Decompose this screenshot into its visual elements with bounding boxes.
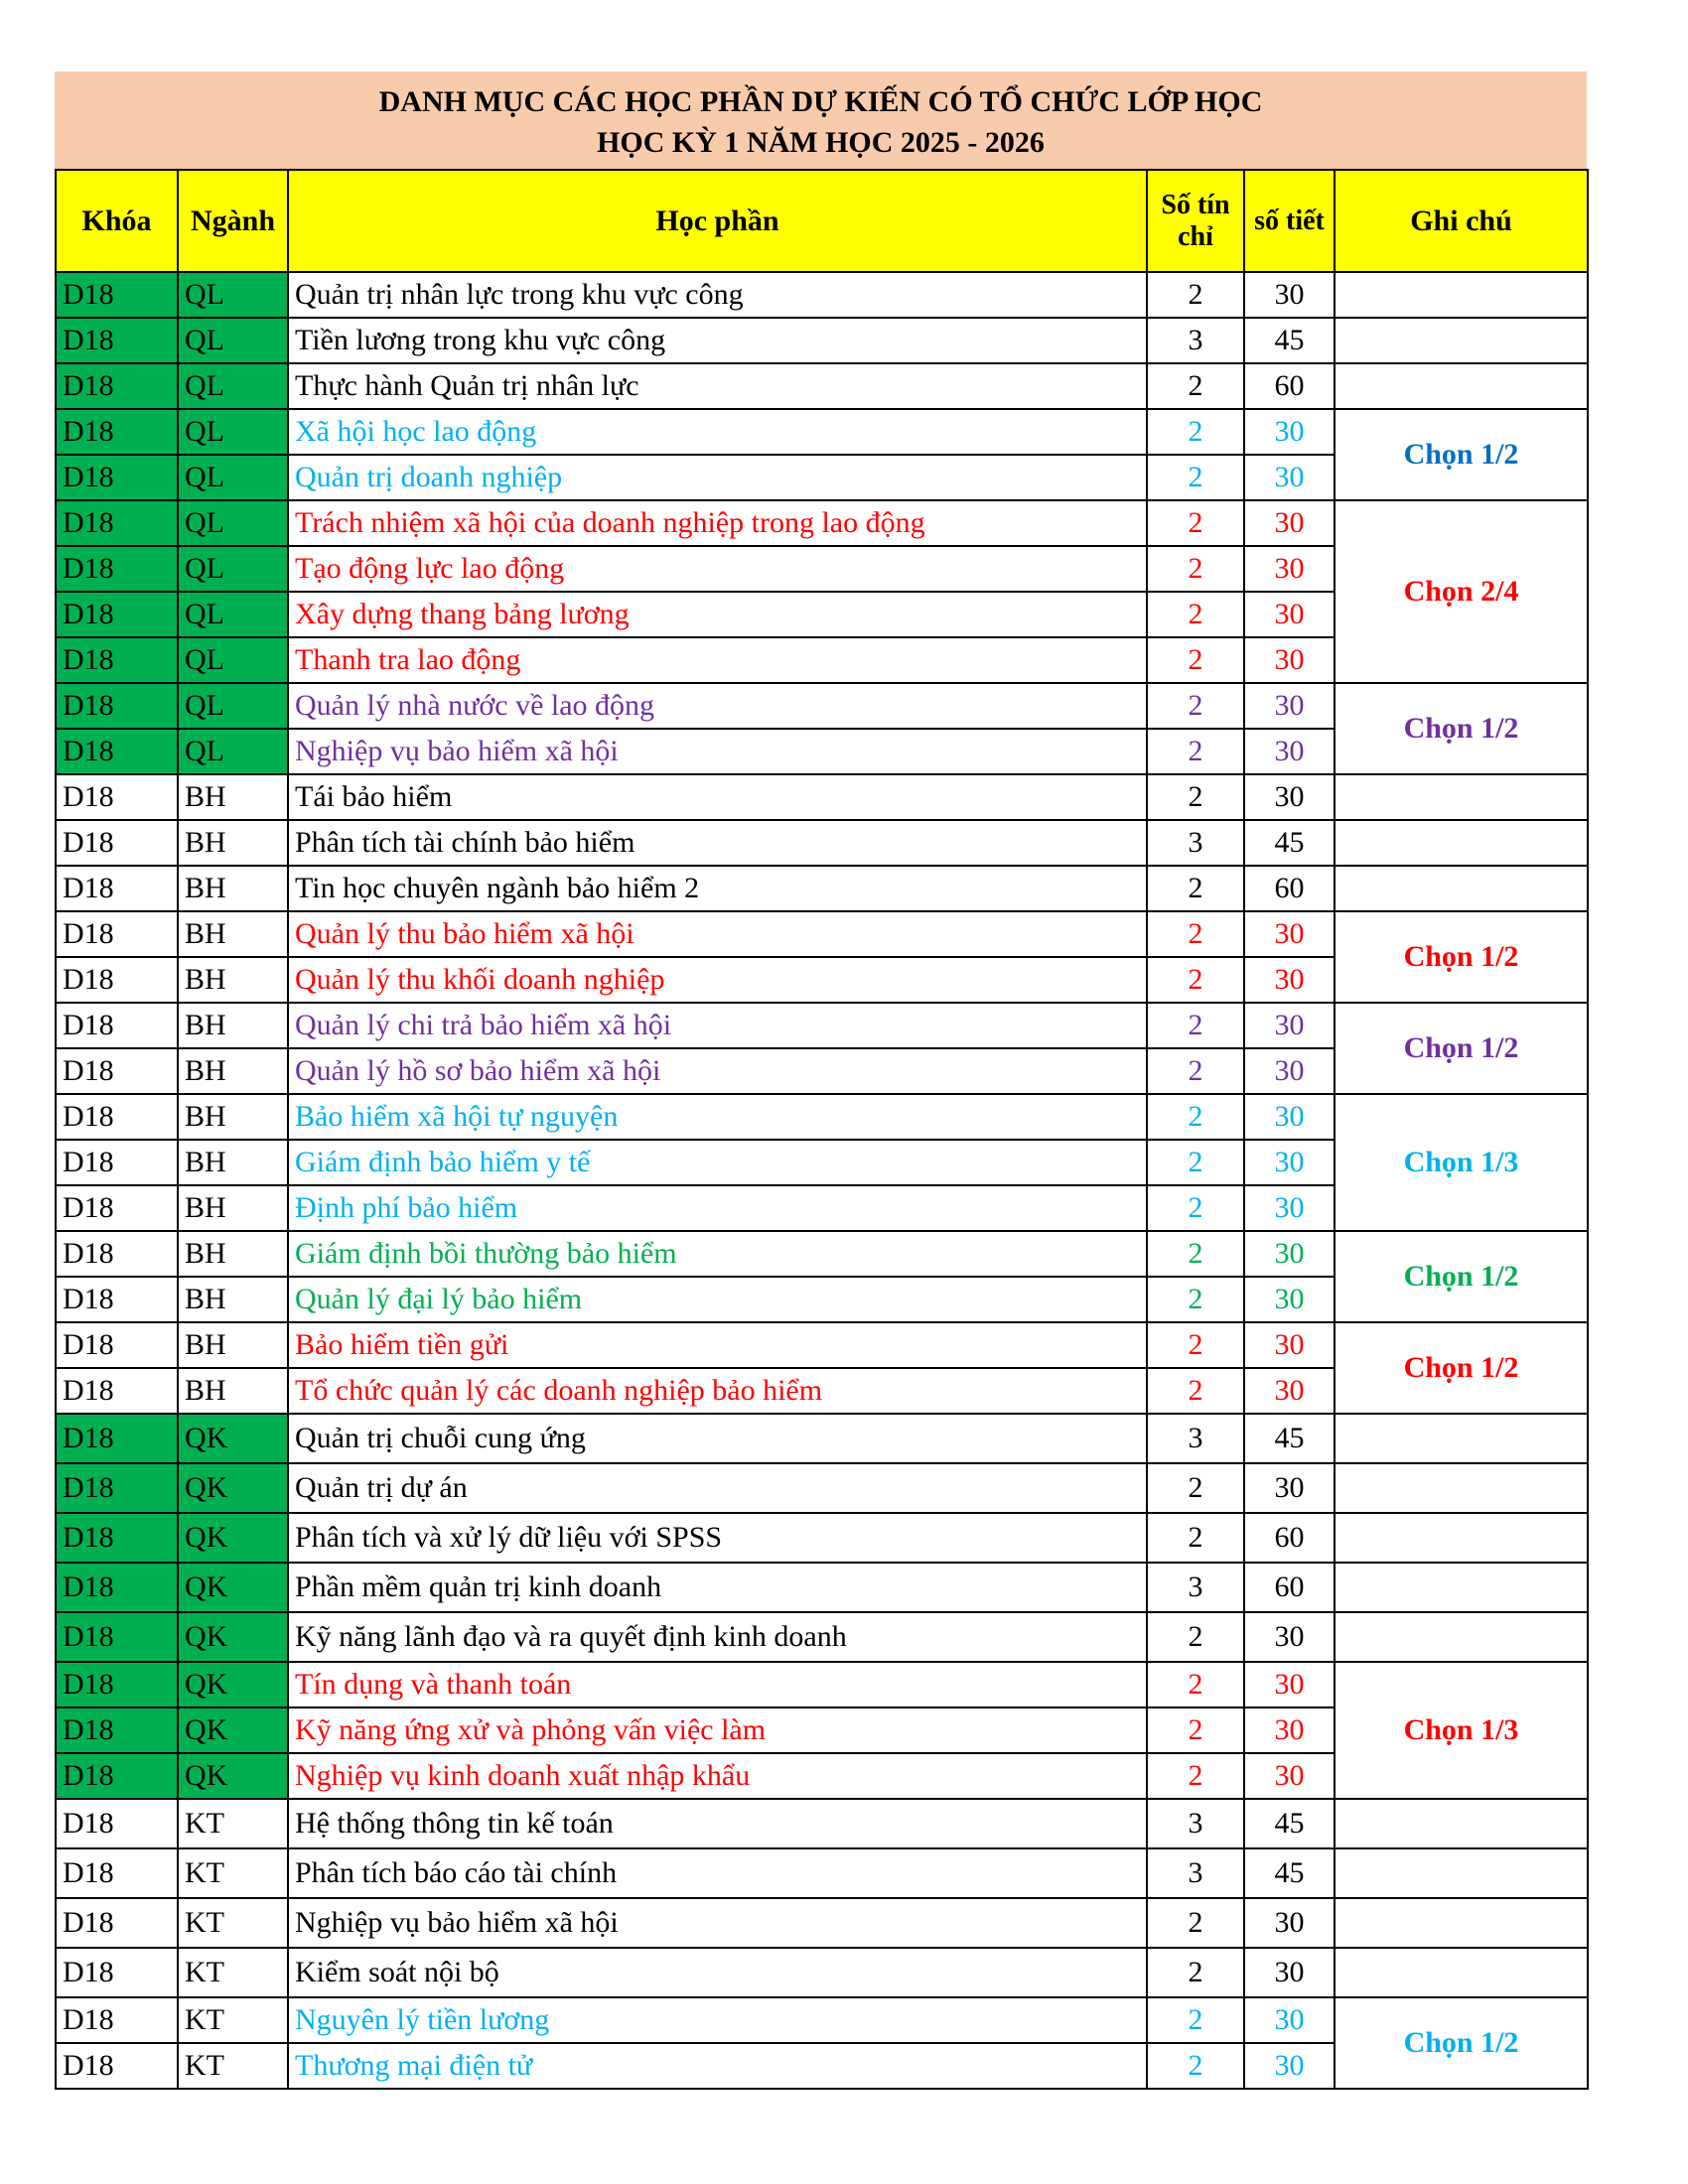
cell-course: Xã hội học lao động [288, 409, 1147, 455]
cell-credits: 2 [1147, 637, 1244, 683]
cell-credits: 2 [1147, 1140, 1244, 1185]
cell-periods: 30 [1244, 1948, 1335, 1997]
cell-course: Thanh tra lao động [288, 637, 1147, 683]
table-row [56, 409, 1588, 455]
cell-periods: 30 [1244, 1322, 1335, 1368]
cell-khoa: D18 [56, 1277, 178, 1322]
title-line-2: HỌC KỲ 1 NĂM HỌC 2025 - 2026 [597, 126, 1045, 159]
cell-credits: 2 [1147, 1094, 1244, 1140]
cell-course: Quản lý chi trả bảo hiểm xã hội [288, 1003, 1147, 1048]
cell-credits: 2 [1147, 911, 1244, 957]
header-hoc-phan: Học phần [288, 170, 1147, 272]
cell-khoa: D18 [56, 1997, 178, 2043]
cell-credits: 2 [1147, 546, 1244, 592]
cell-nganh: BH [178, 1185, 288, 1231]
cell-credits: 2 [1147, 1322, 1244, 1368]
cell-note-empty [1335, 1513, 1588, 1563]
cell-periods: 30 [1244, 1140, 1335, 1185]
cell-course: Tín dụng và thanh toán [288, 1662, 1147, 1707]
cell-credits: 2 [1147, 1997, 1244, 2043]
cell-khoa: D18 [56, 1513, 178, 1563]
cell-nganh: BH [178, 1048, 288, 1094]
cell-nganh: QK [178, 1753, 288, 1799]
cell-khoa: D18 [56, 866, 178, 911]
cell-nganh: QL [178, 592, 288, 637]
cell-note-empty [1335, 1848, 1588, 1898]
cell-credits: 2 [1147, 1003, 1244, 1048]
cell-nganh: QK [178, 1463, 288, 1513]
cell-periods: 30 [1244, 1997, 1335, 2043]
table-row [56, 683, 1588, 729]
header-so-tin-chi: Số tín chỉ [1147, 170, 1244, 272]
cell-periods: 45 [1244, 820, 1335, 866]
cell-note-empty [1335, 318, 1588, 363]
cell-course: Quản trị dự án [288, 1463, 1147, 1513]
cell-course: Quản lý thu bảo hiểm xã hội [288, 911, 1147, 957]
cell-nganh: BH [178, 1094, 288, 1140]
cell-course: Phân tích và xử lý dữ liệu với SPSS [288, 1513, 1147, 1563]
cell-course: Giám định bồi thường bảo hiểm [288, 1231, 1147, 1277]
cell-course: Trách nhiệm xã hội của doanh nghiệp trong lao động [288, 500, 1147, 546]
table-row [56, 363, 1588, 409]
cell-khoa: D18 [56, 1612, 178, 1662]
table-row [56, 1463, 1588, 1513]
cell-note-empty [1335, 1463, 1588, 1513]
cell-credits: 3 [1147, 1799, 1244, 1848]
table-row [56, 1848, 1588, 1898]
table-row [56, 1322, 1588, 1368]
cell-nganh: QK [178, 1414, 288, 1463]
cell-nganh: QL [178, 455, 288, 500]
table-row [56, 1799, 1588, 1848]
table-row [56, 318, 1588, 363]
cell-note-empty [1335, 866, 1588, 911]
cell-nganh: BH [178, 1003, 288, 1048]
cell-course: Quản lý nhà nước về lao động [288, 683, 1147, 729]
cell-khoa: D18 [56, 1563, 178, 1612]
cell-periods: 30 [1244, 1277, 1335, 1322]
header-nganh: Ngành [178, 170, 288, 272]
cell-credits: 2 [1147, 683, 1244, 729]
cell-khoa: D18 [56, 637, 178, 683]
cell-nganh: BH [178, 1322, 288, 1368]
cell-khoa: D18 [56, 409, 178, 455]
cell-nganh: QL [178, 683, 288, 729]
cell-course: Quản trị chuỗi cung ứng [288, 1414, 1147, 1463]
cell-khoa: D18 [56, 500, 178, 546]
cell-khoa: D18 [56, 1948, 178, 1997]
cell-khoa: D18 [56, 1463, 178, 1513]
cell-khoa: D18 [56, 455, 178, 500]
cell-course: Tái bảo hiểm [288, 774, 1147, 820]
cell-course: Quản lý hồ sơ bảo hiểm xã hội [288, 1048, 1147, 1094]
table-row [56, 866, 1588, 911]
header-ghi-chu: Ghi chú [1335, 170, 1588, 272]
cell-credits: 2 [1147, 1662, 1244, 1707]
cell-khoa: D18 [56, 683, 178, 729]
cell-periods: 30 [1244, 637, 1335, 683]
cell-course: Kiểm soát nội bộ [288, 1948, 1147, 1997]
cell-nganh: QL [178, 318, 288, 363]
cell-khoa: D18 [56, 1753, 178, 1799]
cell-periods: 45 [1244, 318, 1335, 363]
cell-note: Chọn 1/2 [1335, 1997, 1588, 2089]
cell-credits: 2 [1147, 455, 1244, 500]
cell-note: Chọn 1/2 [1335, 409, 1588, 500]
cell-periods: 30 [1244, 1463, 1335, 1513]
cell-credits: 2 [1147, 2043, 1244, 2089]
cell-note: Chọn 1/3 [1335, 1094, 1588, 1231]
cell-khoa: D18 [56, 1368, 178, 1414]
cell-periods: 30 [1244, 1707, 1335, 1753]
cell-nganh: QL [178, 637, 288, 683]
cell-khoa: D18 [56, 1322, 178, 1368]
cell-khoa: D18 [56, 2043, 178, 2089]
cell-periods: 30 [1244, 729, 1335, 774]
table-row [56, 1003, 1588, 1048]
cell-nganh: QL [178, 546, 288, 592]
cell-nganh: BH [178, 911, 288, 957]
cell-nganh: KT [178, 1848, 288, 1898]
cell-credits: 2 [1147, 1368, 1244, 1414]
cell-periods: 60 [1244, 866, 1335, 911]
cell-nganh: BH [178, 1368, 288, 1414]
cell-khoa: D18 [56, 272, 178, 318]
cell-course: Thực hành Quản trị nhân lực [288, 363, 1147, 409]
cell-nganh: BH [178, 820, 288, 866]
cell-periods: 30 [1244, 1231, 1335, 1277]
cell-note-empty [1335, 774, 1588, 820]
cell-credits: 2 [1147, 1612, 1244, 1662]
cell-note: Chọn 1/2 [1335, 1003, 1588, 1094]
cell-periods: 45 [1244, 1848, 1335, 1898]
cell-periods: 30 [1244, 1612, 1335, 1662]
cell-credits: 2 [1147, 592, 1244, 637]
cell-periods: 30 [1244, 774, 1335, 820]
cell-note: Chọn 2/4 [1335, 500, 1588, 683]
cell-khoa: D18 [56, 1048, 178, 1094]
cell-nganh: KT [178, 1799, 288, 1848]
cell-khoa: D18 [56, 1231, 178, 1277]
cell-note-empty [1335, 1948, 1588, 1997]
cell-nganh: KT [178, 1898, 288, 1948]
course-table-body [56, 272, 1588, 2089]
cell-periods: 30 [1244, 409, 1335, 455]
cell-nganh: QL [178, 409, 288, 455]
cell-credits: 3 [1147, 1563, 1244, 1612]
cell-khoa: D18 [56, 911, 178, 957]
cell-course: Định phí bảo hiểm [288, 1185, 1147, 1231]
cell-credits: 2 [1147, 1277, 1244, 1322]
cell-periods: 30 [1244, 683, 1335, 729]
cell-periods: 30 [1244, 455, 1335, 500]
table-row [56, 911, 1588, 957]
cell-khoa: D18 [56, 774, 178, 820]
cell-credits: 3 [1147, 318, 1244, 363]
table-row [56, 1662, 1588, 1707]
cell-periods: 60 [1244, 1563, 1335, 1612]
cell-nganh: QL [178, 500, 288, 546]
cell-course: Xây dựng thang bảng lương [288, 592, 1147, 637]
table-row [56, 1948, 1588, 1997]
cell-credits: 2 [1147, 1185, 1244, 1231]
cell-credits: 2 [1147, 500, 1244, 546]
cell-course: Tạo động lực lao động [288, 546, 1147, 592]
cell-credits: 2 [1147, 1231, 1244, 1277]
cell-credits: 2 [1147, 1898, 1244, 1948]
cell-khoa: D18 [56, 1662, 178, 1707]
cell-course: Tổ chức quản lý các doanh nghiệp bảo hiểm [288, 1368, 1147, 1414]
cell-course: Tiền lương trong khu vực công [288, 318, 1147, 363]
table-row [56, 500, 1588, 546]
cell-course: Hệ thống thông tin kế toán [288, 1799, 1147, 1848]
cell-khoa: D18 [56, 1707, 178, 1753]
cell-credits: 3 [1147, 1848, 1244, 1898]
cell-note-empty [1335, 272, 1588, 318]
cell-course: Bảo hiểm tiền gửi [288, 1322, 1147, 1368]
cell-credits: 2 [1147, 1948, 1244, 1997]
cell-khoa: D18 [56, 957, 178, 1003]
cell-nganh: BH [178, 774, 288, 820]
cell-credits: 3 [1147, 820, 1244, 866]
cell-periods: 30 [1244, 1368, 1335, 1414]
cell-nganh: QL [178, 363, 288, 409]
cell-periods: 30 [1244, 1185, 1335, 1231]
table-row [56, 272, 1588, 318]
course-list-sheet [55, 71, 1587, 2090]
cell-periods: 30 [1244, 1898, 1335, 1948]
cell-course: Phần mềm quản trị kinh doanh [288, 1563, 1147, 1612]
table-row [56, 1414, 1588, 1463]
cell-nganh: QK [178, 1612, 288, 1662]
table-row [56, 1563, 1588, 1612]
table-row [56, 774, 1588, 820]
cell-nganh: QK [178, 1662, 288, 1707]
cell-note: Chọn 1/2 [1335, 1322, 1588, 1414]
cell-periods: 30 [1244, 1094, 1335, 1140]
cell-khoa: D18 [56, 1848, 178, 1898]
cell-credits: 2 [1147, 729, 1244, 774]
cell-course: Nghiệp vụ kinh doanh xuất nhập khẩu [288, 1753, 1147, 1799]
cell-nganh: BH [178, 957, 288, 1003]
cell-course: Giám định bảo hiểm y tế [288, 1140, 1147, 1185]
cell-periods: 60 [1244, 1513, 1335, 1563]
cell-note-empty [1335, 1898, 1588, 1948]
cell-periods: 30 [1244, 272, 1335, 318]
cell-note: Chọn 1/2 [1335, 1231, 1588, 1322]
cell-course: Quản trị nhân lực trong khu vực công [288, 272, 1147, 318]
cell-note-empty [1335, 1414, 1588, 1463]
table-row [56, 1997, 1588, 2043]
cell-course: Quản lý đại lý bảo hiểm [288, 1277, 1147, 1322]
cell-nganh: QL [178, 272, 288, 318]
cell-periods: 30 [1244, 1003, 1335, 1048]
cell-credits: 3 [1147, 1414, 1244, 1463]
cell-periods: 30 [1244, 1048, 1335, 1094]
cell-periods: 30 [1244, 592, 1335, 637]
cell-nganh: QK [178, 1563, 288, 1612]
cell-credits: 2 [1147, 1707, 1244, 1753]
cell-periods: 30 [1244, 1753, 1335, 1799]
cell-khoa: D18 [56, 1003, 178, 1048]
cell-course: Nguyên lý tiền lương [288, 1997, 1147, 2043]
cell-periods: 30 [1244, 546, 1335, 592]
cell-nganh: QK [178, 1513, 288, 1563]
cell-khoa: D18 [56, 1799, 178, 1848]
cell-credits: 2 [1147, 866, 1244, 911]
cell-note: Chọn 1/2 [1335, 911, 1588, 1003]
cell-course: Nghiệp vụ bảo hiểm xã hội [288, 729, 1147, 774]
cell-khoa: D18 [56, 318, 178, 363]
cell-nganh: KT [178, 1997, 288, 2043]
cell-periods: 60 [1244, 363, 1335, 409]
cell-credits: 2 [1147, 1513, 1244, 1563]
cell-credits: 2 [1147, 957, 1244, 1003]
cell-credits: 2 [1147, 409, 1244, 455]
cell-khoa: D18 [56, 729, 178, 774]
cell-nganh: KT [178, 1948, 288, 1997]
cell-khoa: D18 [56, 1140, 178, 1185]
cell-khoa: D18 [56, 546, 178, 592]
cell-course: Quản trị doanh nghiệp [288, 455, 1147, 500]
cell-nganh: BH [178, 1140, 288, 1185]
cell-credits: 2 [1147, 774, 1244, 820]
cell-khoa: D18 [56, 1898, 178, 1948]
cell-course: Thương mại điện tử [288, 2043, 1147, 2089]
table-row [56, 820, 1588, 866]
cell-course: Kỹ năng ứng xử và phỏng vấn việc làm [288, 1707, 1147, 1753]
title-line-1: DANH MỤC CÁC HỌC PHẦN DỰ KIẾN CÓ TỔ CHỨC LỚP HỌC [378, 85, 1263, 118]
table-row [56, 1513, 1588, 1563]
cell-note: Chọn 1/3 [1335, 1662, 1588, 1799]
cell-note-empty [1335, 1612, 1588, 1662]
cell-nganh: BH [178, 866, 288, 911]
table-row [56, 1612, 1588, 1662]
cell-note-empty [1335, 363, 1588, 409]
cell-course: Kỹ năng lãnh đạo và ra quyết định kinh doanh [288, 1612, 1147, 1662]
cell-note-empty [1335, 1799, 1588, 1848]
cell-khoa: D18 [56, 592, 178, 637]
cell-course: Quản lý thu khối doanh nghiệp [288, 957, 1147, 1003]
course-table [55, 169, 1589, 2090]
table-row [56, 1094, 1588, 1140]
cell-periods: 45 [1244, 1799, 1335, 1848]
cell-note: Chọn 1/2 [1335, 683, 1588, 774]
cell-khoa: D18 [56, 1094, 178, 1140]
cell-khoa: D18 [56, 820, 178, 866]
cell-course: Bảo hiểm xã hội tự nguyện [288, 1094, 1147, 1140]
cell-periods: 45 [1244, 1414, 1335, 1463]
cell-course: Tin học chuyên ngành bảo hiểm 2 [288, 866, 1147, 911]
cell-credits: 2 [1147, 1048, 1244, 1094]
cell-periods: 30 [1244, 1662, 1335, 1707]
cell-khoa: D18 [56, 1185, 178, 1231]
header-row [56, 170, 1588, 272]
cell-khoa: D18 [56, 363, 178, 409]
cell-credits: 2 [1147, 363, 1244, 409]
cell-note-empty [1335, 820, 1588, 866]
cell-nganh: BH [178, 1277, 288, 1322]
cell-khoa: D18 [56, 1414, 178, 1463]
cell-nganh: KT [178, 2043, 288, 2089]
cell-course: Phân tích tài chính bảo hiểm [288, 820, 1147, 866]
cell-nganh: BH [178, 1231, 288, 1277]
cell-nganh: QK [178, 1707, 288, 1753]
cell-credits: 2 [1147, 1463, 1244, 1513]
cell-periods: 30 [1244, 911, 1335, 957]
cell-course: Nghiệp vụ bảo hiểm xã hội [288, 1898, 1147, 1948]
header-so-tiet: số tiết [1244, 170, 1335, 272]
table-row [56, 1898, 1588, 1948]
header-khoa: Khóa [56, 170, 178, 272]
sheet-title [55, 71, 1587, 169]
cell-nganh: QL [178, 729, 288, 774]
table-row [56, 1231, 1588, 1277]
cell-course: Phân tích báo cáo tài chính [288, 1848, 1147, 1898]
cell-credits: 2 [1147, 272, 1244, 318]
cell-periods: 30 [1244, 2043, 1335, 2089]
cell-note-empty [1335, 1563, 1588, 1612]
cell-periods: 30 [1244, 500, 1335, 546]
cell-credits: 2 [1147, 1753, 1244, 1799]
cell-periods: 30 [1244, 957, 1335, 1003]
